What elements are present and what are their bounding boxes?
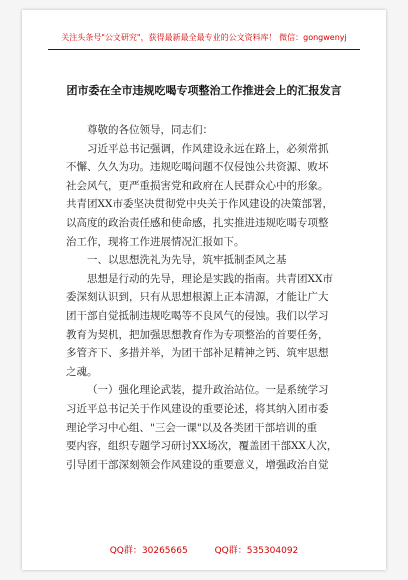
body-line: 以高度的政治责任感和使命感，扎实推进违规吃喝专项整 — [66, 216, 329, 229]
body-line: 团干部自觉抵制违规吃喝等不良风气的侵蚀。我们以学习 — [66, 309, 329, 322]
footer-qq-group-2: QQ群：535304092 — [214, 546, 299, 556]
paragraph-intro — [66, 140, 356, 252]
document-title: 团市委在全市违规吃喝专项整治工作推进会上的汇报发言 — [66, 84, 342, 97]
footer-contact — [22, 543, 386, 556]
body-line: 教育为契机，把加强思想教育作为专项整治的首要任务， — [66, 328, 329, 341]
body-line: 习近平总书记强调，作风建设永远在路上，必须常抓 — [87, 142, 329, 155]
body-line: 思想是行动的先导，理论是实践的指南。共青团XX市 — [87, 272, 333, 285]
body-line: 习近平总书记关于作风建设的重要论述，将其纳入团市委 — [66, 402, 329, 415]
section-heading — [66, 251, 356, 270]
body-line: 社会风气，更严重损害党和政府在人民群众心中的形象。 — [66, 179, 329, 192]
body-line: 多管齐下、多措并举，为团干部补足精神之钙、筑牢思想 — [66, 347, 329, 360]
body-line: 不懈、久久为功。违规吃喝问题不仅侵蚀公共资源、败坏 — [66, 161, 329, 174]
document-body — [66, 121, 356, 474]
header-banner: 关注头条号"公文研究"，获得最新最全最专业的公文资料库！ 微信：gongwenyj — [61, 33, 347, 42]
body-line: 之魂。 — [66, 365, 98, 378]
body-line: 委深刻认识到，只有从思想根源上正本清源，才能让广大 — [66, 291, 329, 304]
body-line: 理论学习中心组、"三会一课"以及各类团干部培训的重 — [66, 421, 318, 434]
document-page — [22, 10, 386, 570]
salutation: 尊敬的各位领导，同志们： — [87, 124, 213, 136]
body-line: 一、以思想洗礼为先导，筑牢抵制歪风之基 — [87, 254, 287, 267]
paragraph-theory — [66, 381, 356, 474]
body-line: 共青团XX市委坚决贯彻党中央关于作风建设的决策部署， — [66, 198, 333, 211]
paragraph-thought — [66, 270, 356, 382]
header-divider — [48, 49, 360, 50]
footer-qq-group-1: QQ群：30265665 — [109, 546, 188, 556]
body-line: 治工作，现将工作进展情况汇报如下。 — [66, 235, 245, 248]
body-line: 要内容，组织专题学习研讨XX场次，覆盖团干部XX人次， — [66, 440, 338, 453]
body-line: 引导团干部深刻领会作风建设的重要意义，增强政治自觉 — [66, 458, 329, 471]
body-line: （一）强化理论武装，提升政治站位。一是系统学习 — [87, 384, 329, 397]
